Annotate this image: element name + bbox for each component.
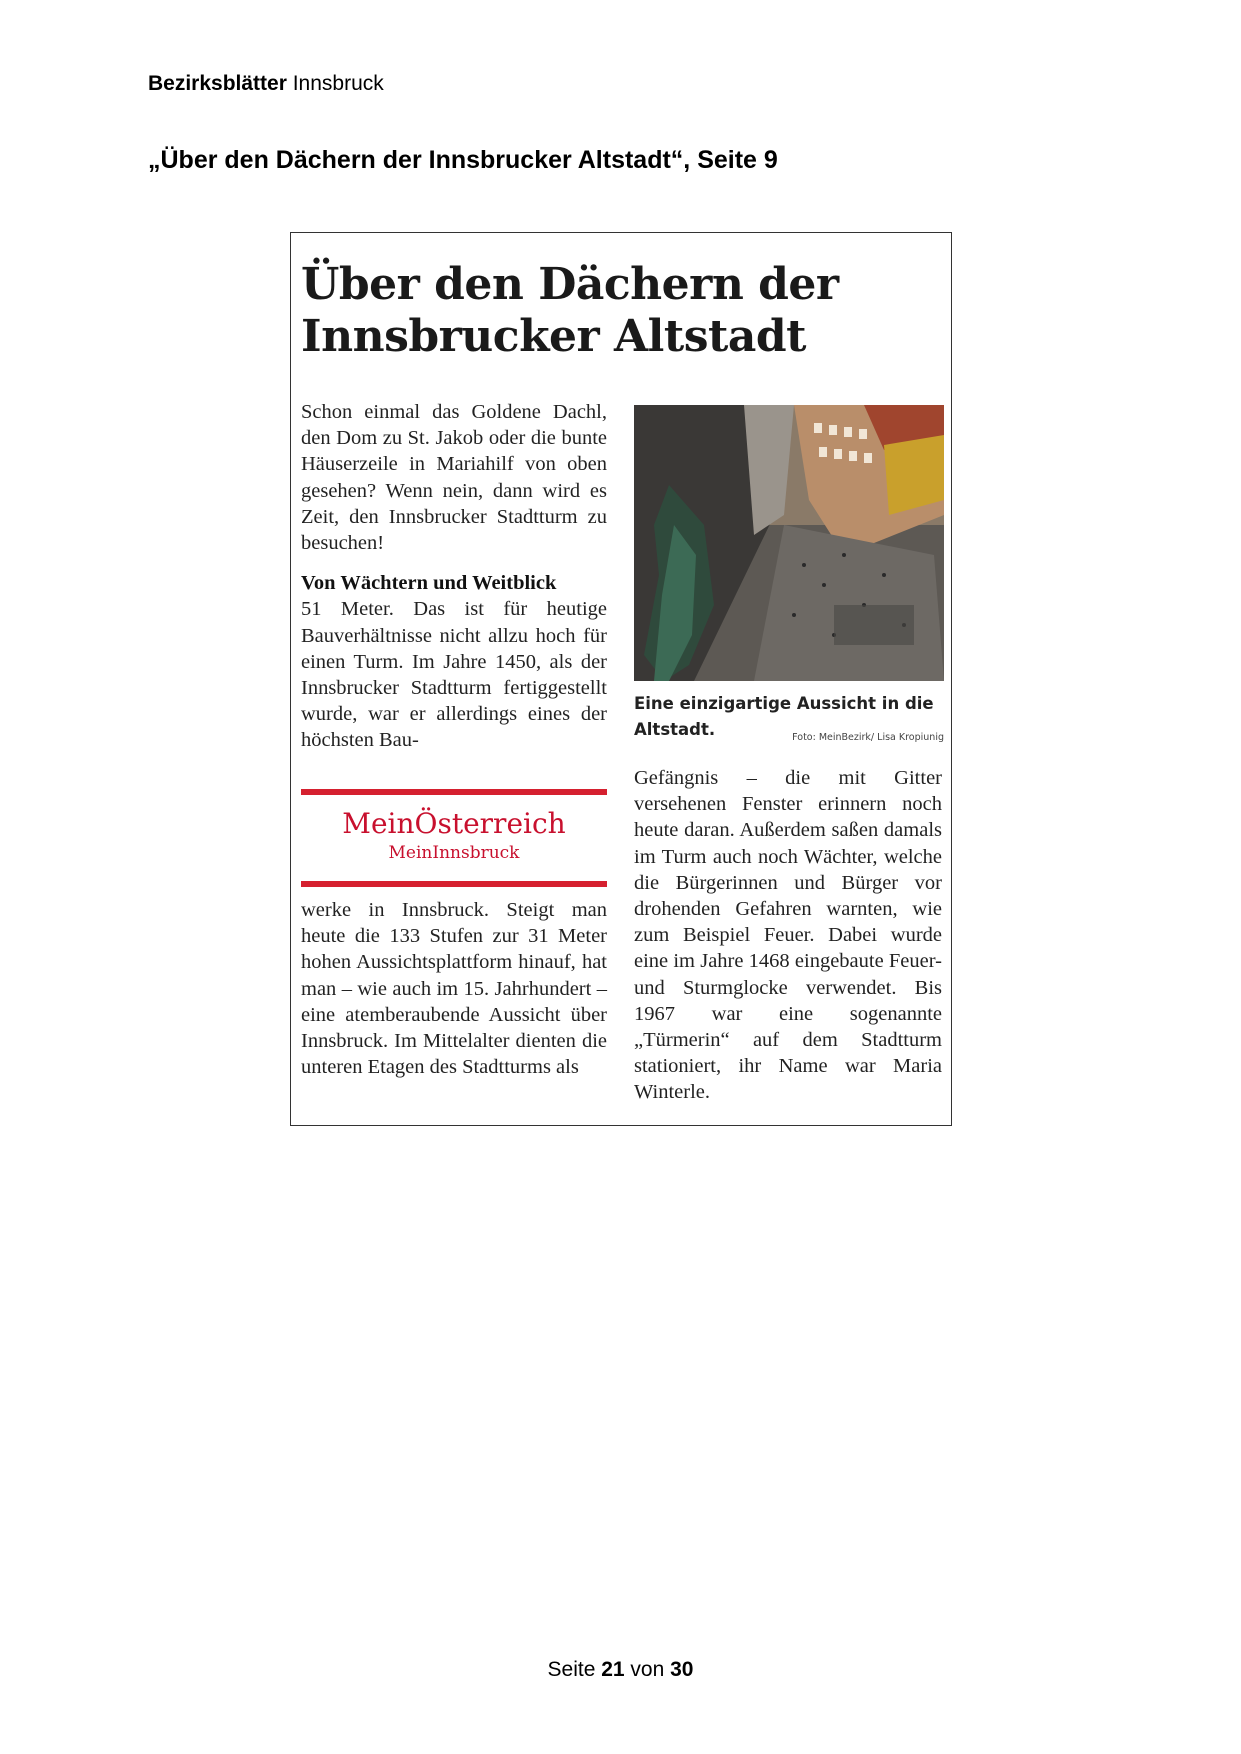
current-page: 21 [601,1658,625,1681]
total-pages: 30 [670,1658,694,1681]
publication-bold: Bezirksblätter [148,72,287,95]
publication-city: Innsbruck [286,72,384,95]
photo-image [634,405,944,681]
headline-line-2: Innsbrucker Altstadt [301,311,806,362]
subheading: Von Wächtern und Weitblick [301,572,557,595]
caption-text: Eine einzigartige Aussicht in die Altstadt. [634,694,934,739]
logo-title: MeinÖsterreich [342,807,566,840]
body-paragraph-1: 51 Meter. Das ist für heutige Bauverhältnisse nicht allzu hoch für einen Turm. Im Jahre 1450, als der Innsbrucker Stadtturm fertiggestellt wurde, war er allerdings eines der höchsten Bau- [301,598,607,752]
photo-caption [634,691,944,743]
logo-rule-top [301,789,607,795]
body-paragraph-2: werke in Innsbruck. Steigt man heute die 133 Stufen zur 31 Meter hohen Aussichtsplattform hinauf, hat man – wie auch im 15. Jahrhundert – eine atemberaubende Aussicht über Innsbruck. Im Mittelalter dienten die unteren Etagen des Stadtturms als [301,899,607,1079]
publication-name [148,72,384,96]
brand-logo [301,787,607,887]
headline-line-1: Über den Dächern der [301,259,839,310]
newspaper-clipping [290,232,952,1126]
column-left-top [301,399,607,754]
logo-subtitle: MeinInnsbruck [388,843,520,863]
article-reference: „Über den Dächern der Innsbrucker Altstadt“, Seite 9 [148,146,778,174]
logo-rule-bottom [301,881,607,887]
clipping-headline [301,259,941,363]
page-separator: von [624,1658,671,1681]
intro-paragraph: Schon einmal das Goldene Dachl, den Dom zu St. Jakob oder die bunte Häuserzeile in Mariahilf von oben gesehen? Wenn nein, dann wird es Zeit, den Innsbrucker Stadtturm zu besuchen! [301,401,607,555]
altstadt-photo [634,405,944,681]
photo-credit: Foto: MeinBezirk/ Lisa Kropiunig [792,732,944,743]
page-number [0,1658,1241,1682]
column-right-body: Gefängnis – die mit Gitter versehenen Fenster erinnern noch heute daran. Außerdem saßen damals im Turm auch noch Wächter, welche die Bürgerinnen und Bürger vor drohenden Gefahren warnten, wie zum Beispiel Feuer. Dabei wurde eine im Jahre 1468 eingebaute Feuer- und Sturmglocke verwendet. Bis 1967 war eine sogenannte „Türmerin“ auf dem Stadtturm stationiert, ihr Name war Maria Winterle. [634,767,942,1104]
page-prefix: Seite [547,1658,602,1681]
